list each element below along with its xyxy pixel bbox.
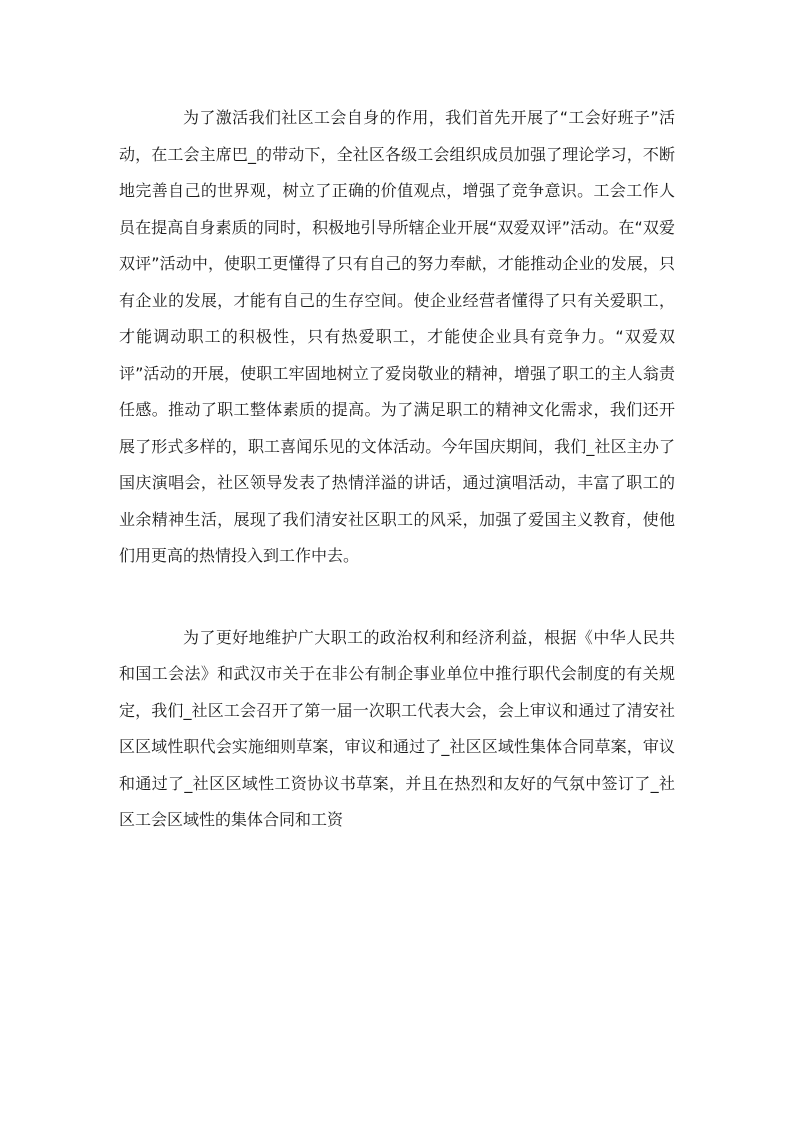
document-body <box>119 100 675 839</box>
paragraph-union-activities: 为了激活我们社区工会自身的作用，我们首先开展了“工会好班子”活动，在工会主席巴_的带动下，全社区各级工会组织成员加强了理论学习，不断地完善自己的世界观，树立了正确的价值观点，增强了竞争意识。工会工作人员在提高自身素质的同时，积极地引导所辖企业开展“双爱双评”活动。在“双爱双评”活动中，使职工更懂得了只有自己的努力奉献，才能推动企业的发展，只有企业的发展，才能有自己的生存空间。使企业经营者懂得了只有关爱职工，才能调动职工的积极性，只有热爱职工，才能使企业具有竞争力。“双爱双评”活动的开展，使职工牢固地树立了爱岗敬业的精神，增强了职工的主人翁责任感。推动了职工整体素质的提高。为了满足职工的精神文化需求，我们还开展了形式多样的，职工喜闻乐见的文体活动。今年国庆期间，我们_社区主办了国庆演唱会，社区领导发表了热情洋溢的讲话，通过演唱活动，丰富了职工的业余精神生活，展现了我们清安社区职工的风采，加强了爱国主义教育，使他们用更高的热情投入到工作中去。 <box>119 108 675 565</box>
paragraph-spacer <box>119 575 675 620</box>
paragraph-workers-congress: 为了更好地维护广大职工的政治权利和经济利益，根据《中华人民共和国工会法》和武汉市关于在非公有制企事业单位中推行职代会制度的有关规定，我们_社区工会召开了第一届一次职工代表大会，会上审议和通过了清安社区区域性职代会实施细则草案，审议和通过了_社区区域性集体合同草案，审议和通过了_社区区域性工资协议书草案，并且在热烈和友好的气氛中签订了_社区工会区域性的集体合同和工资 <box>119 627 675 829</box>
